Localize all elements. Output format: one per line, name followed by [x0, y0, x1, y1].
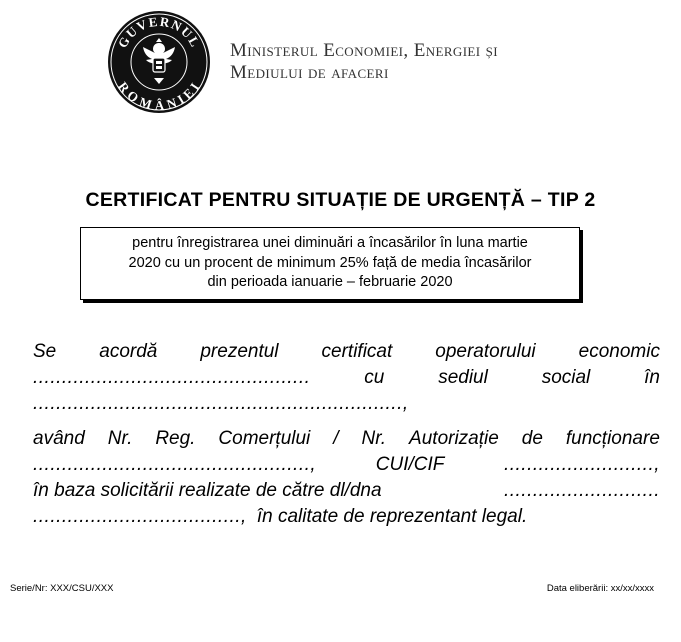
headquarters-blank: ................................................................, — [33, 393, 409, 414]
subtitle-box — [80, 227, 580, 300]
word: Comerțului — [218, 428, 311, 449]
word: în — [644, 367, 660, 388]
body-row-5 — [33, 452, 660, 478]
word: prezentul — [200, 341, 279, 362]
serial-number: Serie/Nr: XXX/CSU/XXX — [10, 583, 114, 594]
word: Nr. — [361, 428, 387, 449]
operator-name-blank: ................................................ — [33, 367, 311, 388]
ministry-name — [230, 40, 498, 84]
cui-cif-label: CUI/CIF — [375, 454, 445, 475]
body-row-4 — [33, 426, 660, 452]
word: Se — [33, 341, 57, 362]
body-row-3 — [33, 391, 660, 417]
word: social — [541, 367, 591, 388]
word: operatorului — [435, 341, 536, 362]
word: cu — [364, 367, 385, 388]
certificate-title: CERTIFICAT PENTRU SITUAȚIE DE URGENȚĂ – TIP 2 — [85, 189, 596, 211]
word: acordă — [99, 341, 158, 362]
word: economic — [578, 341, 660, 362]
seal-text-bottom: ROMÂNIEI — [115, 78, 203, 113]
word: Autorizație — [409, 428, 499, 449]
subtitle-line-2: 2020 cu un procent de minimum 25% față de media încasărilor — [128, 254, 532, 271]
cui-cif-blank: .........................., — [503, 454, 660, 475]
word: / — [333, 428, 339, 449]
word: Nr. — [107, 428, 133, 449]
word: sediul — [438, 367, 488, 388]
request-text: în baza solicitării realizate de către dl/dna — [33, 480, 382, 501]
registration-number-blank: ................................................, — [33, 454, 317, 475]
seal-text-top: GUVERNUL — [114, 13, 204, 51]
representative-name-blank: ........................... — [503, 480, 660, 501]
body-row-7 — [33, 504, 660, 530]
government-seal-icon — [107, 10, 211, 114]
word: având — [33, 428, 85, 449]
ministry-line-2: Mediului de afaceri — [230, 62, 389, 83]
ministry-line-1: Ministerul Economiei, Energiei și — [230, 40, 499, 61]
body-row-6 — [33, 478, 660, 504]
body-row-2 — [33, 365, 660, 391]
word: funcționare — [565, 428, 660, 449]
word: certificat — [321, 341, 393, 362]
certificate-body — [33, 339, 660, 530]
subtitle-line-1: pentru înregistrarea unei diminuări a încasărilor în luna martie — [132, 235, 528, 251]
issue-date: Data eliberării: xx/xx/xxxx — [546, 583, 654, 594]
word: de — [521, 428, 543, 449]
legal-representative-text: în calitate de reprezentant legal. — [256, 506, 528, 527]
representative-name-blank-2: ...................................., — [33, 506, 247, 527]
body-row-1 — [33, 339, 660, 365]
word: Reg. — [155, 428, 196, 449]
subtitle-line-3: din perioada ianuarie – februarie 2020 — [207, 274, 453, 290]
